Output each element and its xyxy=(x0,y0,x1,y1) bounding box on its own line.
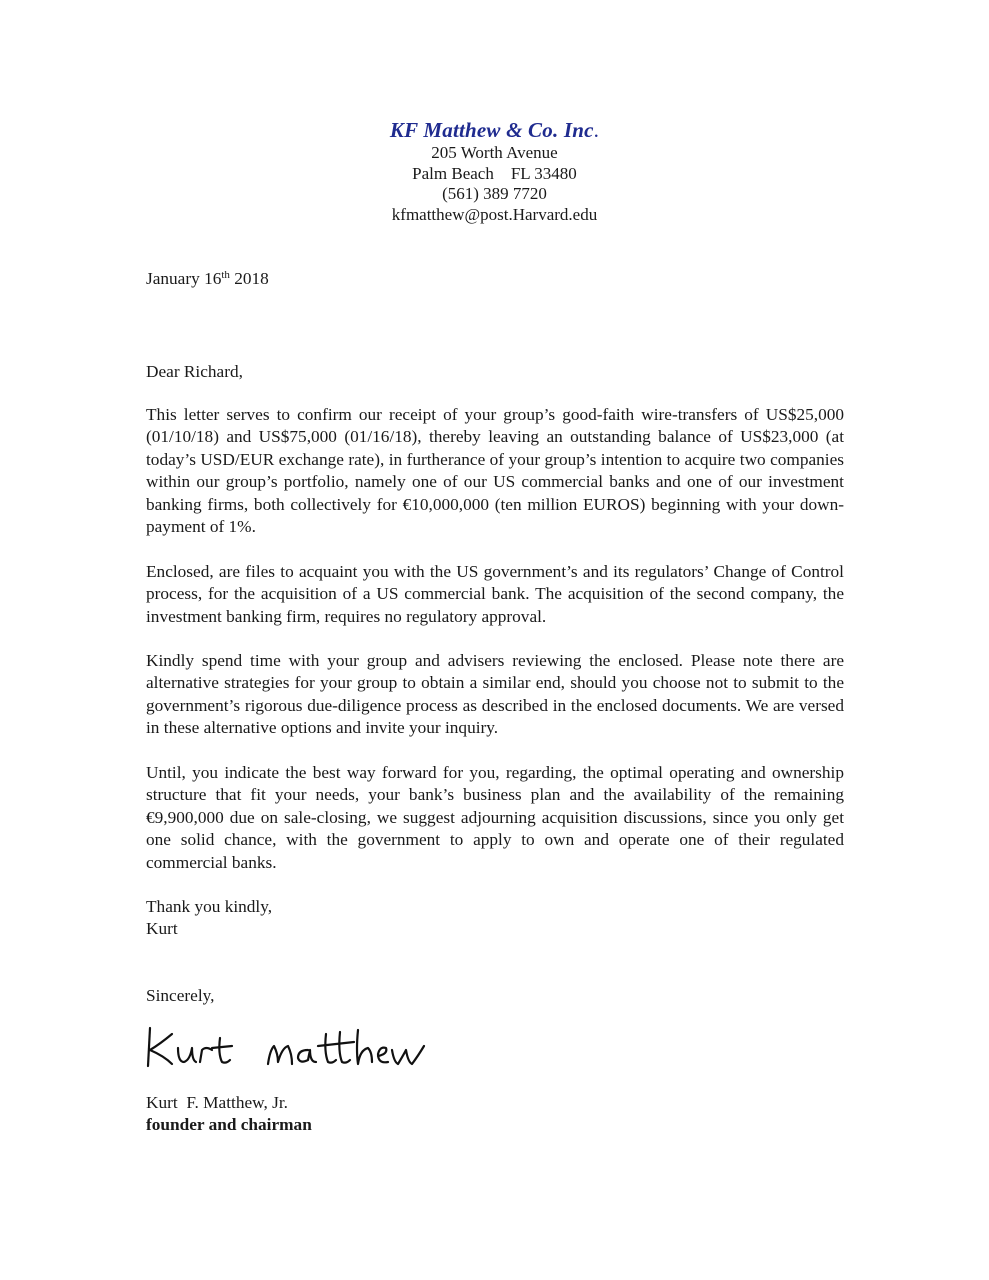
company-phone: (561) 389 7720 xyxy=(442,184,547,203)
signer-name: Kurt F. Matthew, Jr. xyxy=(146,1093,288,1112)
company-name-text: KF Matthew & Co. Inc xyxy=(389,118,594,142)
handwritten-signature xyxy=(142,1020,442,1080)
closing-line-1: Thank you kindly, xyxy=(146,897,273,916)
signer-block xyxy=(146,1092,844,1137)
company-street: 205 Worth Avenue xyxy=(431,143,558,162)
paragraph-4: Until, you indicate the best way forward for you, regarding, the optimal operating and ownership structure that fit your needs, your bank’s business plan and the availability of the remaining €9,900,000 due on sale-closing, we suggest adjourning acquisition discussions, since you only get one solid chance, with the government to apply to own and operate one of their regulated commercial banks. xyxy=(146,763,844,872)
company-city-state-zip: Palm Beach FL 33480 xyxy=(412,163,577,183)
salutation: Dear Richard, xyxy=(146,362,243,381)
paragraph-2: Enclosed, are files to acquaint you with the US government’s and its regulators’ Change of Control process, for the acquisition of a US commercial bank. The acquisition of the second company, the investment banking firm, requires no regulatory approval. xyxy=(146,562,844,626)
signer-title: founder and chairman xyxy=(146,1115,312,1135)
letterhead xyxy=(0,117,989,225)
date-year: 2018 xyxy=(229,269,269,288)
date-prefix: January 16 xyxy=(146,269,222,288)
sign-off: Sincerely, xyxy=(146,986,215,1005)
letter-date xyxy=(146,268,844,290)
company-name-period: . xyxy=(593,118,600,142)
paragraph-1: This letter serves to confirm our receipt of your group’s good-faith wire-transfers of US$25,000 (01/10/18) and US$75,000 (01/16/18), thereby leaving an outstanding balance of US$23,000 (at today’s USD/EUR exchange rate), in furtherance of your group’s intention to acquire two companies within our group’s portfolio, namely one of our US commercial banks and one of our investment banking firms, both collectively for €10,000,000 (ten million EUROS) beginning with your down-payment of 1%. xyxy=(146,405,844,537)
company-name xyxy=(0,117,989,143)
date-ordinal-suffix: th xyxy=(221,269,230,281)
company-email: kfmatthew@post.Harvard.edu xyxy=(391,204,598,224)
closing xyxy=(146,896,844,941)
paragraph-3: Kindly spend time with your group and advisers reviewing the enclosed. Please note there are alternative strategies for your group to obtain a similar end, should you choose not to submit to the government’s rigorous due-diligence process as described in the enclosed documents. We are versed in these alternative options and invite your inquiry. xyxy=(146,651,844,738)
closing-line-2: Kurt xyxy=(146,919,178,939)
